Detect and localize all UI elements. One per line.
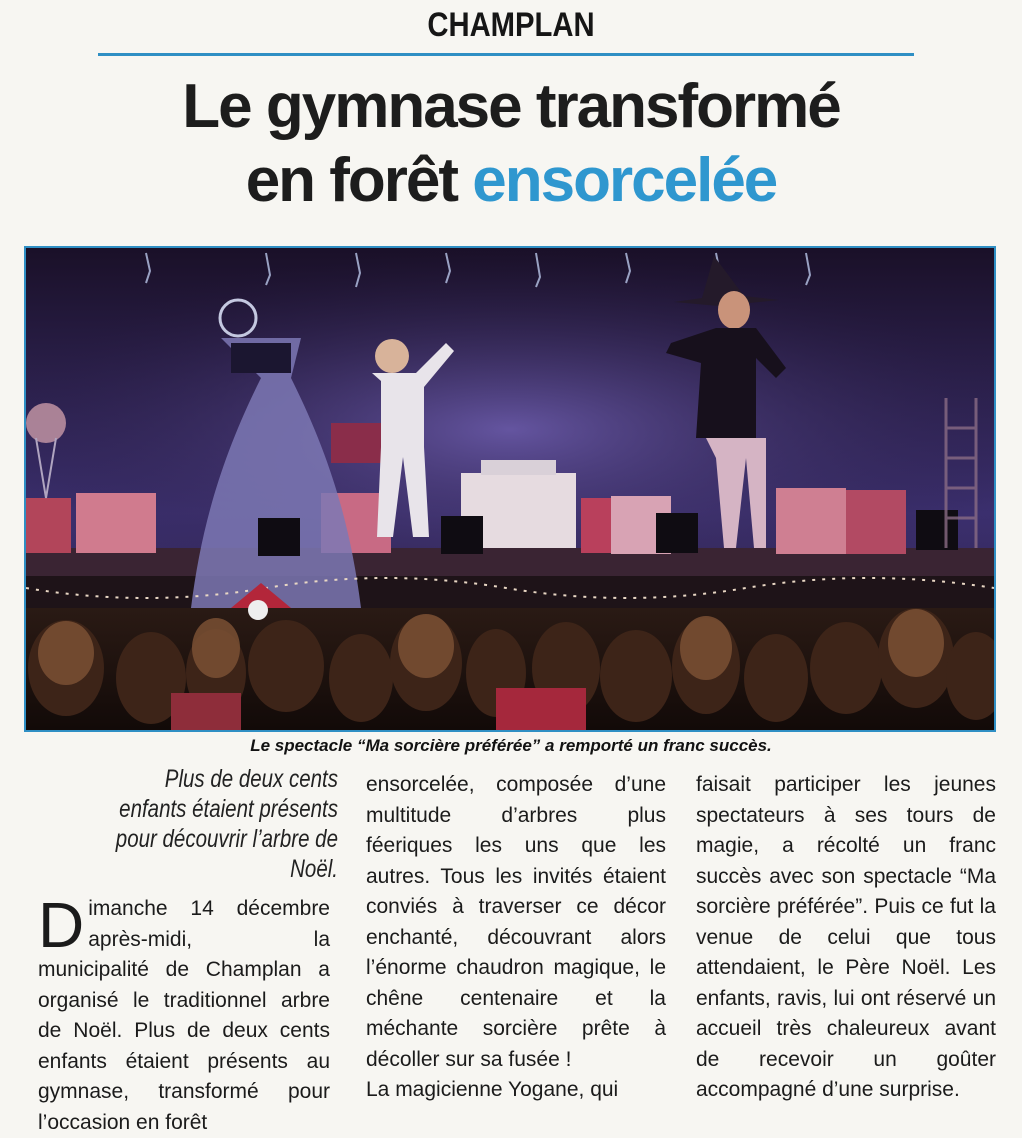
article-column-2 <box>366 770 666 1106</box>
article-column-1 <box>38 889 330 1138</box>
headline-accent-word: ensorcelée <box>472 146 777 215</box>
column-3-text: faisait participer les jeunes spectateurs à ses tours de magie, a récolté un franc succès avec son spectacle “Ma sorcière préférée”. Puis ce fut la venue de celui que tous attendaient, le Père Noël. Les enfants, ravis, lui ont réservé un accueil très chaleureux avant de recevoir un goûter accompagné d’une surprise. <box>696 773 996 1101</box>
lede: Plus de deux cents enfants étaient présents pour découvrir l’arbre de Noël. <box>115 765 338 883</box>
stage-photo <box>24 246 996 732</box>
article-column-3 <box>696 770 996 1106</box>
kicker-rule <box>98 53 914 56</box>
stage-photo-illustration <box>26 248 994 730</box>
column-1-text: imanche 14 décembre après-midi, la municipalité de Champlan a organisé le traditionnel arbre de Noël. Plus de deux cents enfants étaient présents au gymnase, transformé pour l’occasion en forêt <box>38 897 330 1134</box>
headline <box>0 70 1022 218</box>
article-paragraph-1 <box>38 889 330 1138</box>
column-2-paragraph-2: La magicienne Yogane, qui <box>366 1078 619 1101</box>
photo-caption: Le spectacle “Ma sorcière préférée” a remporté un franc succès. <box>250 736 772 755</box>
headline-line-2 <box>0 144 1022 218</box>
column-2-text: ensorcelée, composée d’une multitude d’arbres plus féeriques les uns que les autres. Tous les invités étaient conviés à traverser ce décor enchanté, découvrant alors l’énorme chaudron magique, le chêne centenaire et la méchante sorcière prête à décoller sur sa fusée ! <box>366 773 666 1071</box>
section-kicker: CHAMPLAN <box>427 6 595 44</box>
headline-line-1: Le gymnase transformé <box>182 72 840 141</box>
drop-cap: D <box>38 889 85 961</box>
headline-line-2-plain: en forêt <box>245 146 473 215</box>
